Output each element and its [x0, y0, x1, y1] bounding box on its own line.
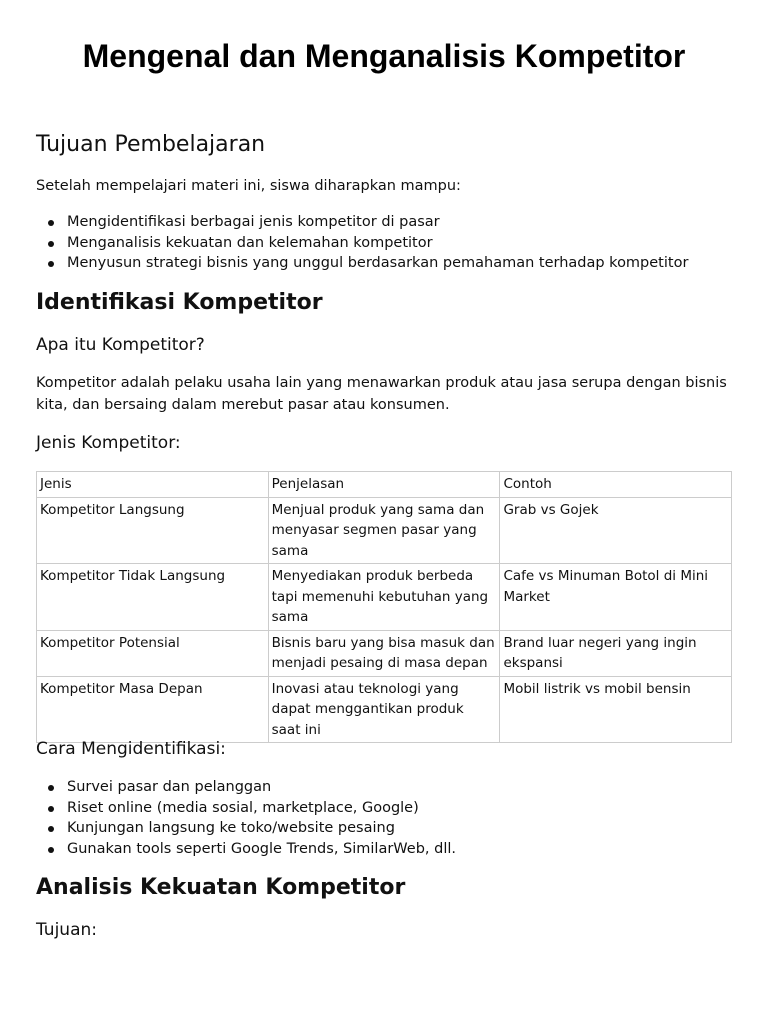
cara-list	[36, 777, 456, 859]
section-heading-tujuan: Tujuan Pembelajaran	[36, 132, 266, 157]
list-item: Mengidentifikasi berbagai jenis kompetitor di pasar	[36, 212, 688, 233]
list-item: Survei pasar dan pelanggan	[36, 777, 456, 798]
table-row	[37, 676, 732, 743]
table-cell: Brand luar negeri yang ingin ekspansi	[500, 630, 732, 676]
table-row	[37, 630, 732, 676]
list-item: Menganalisis kekuatan dan kelemahan kompetitor	[36, 233, 688, 254]
section-heading-analisis: Analisis Kekuatan Kompetitor	[36, 875, 406, 900]
subheading-jenis: Jenis Kompetitor:	[36, 433, 181, 453]
section-heading-identifikasi: Identifikasi Kompetitor	[36, 290, 323, 315]
table-cell: Kompetitor Masa Depan	[37, 676, 269, 743]
tujuan-intro: Setelah mempelajari materi ini, siswa diharapkan mampu:	[36, 178, 461, 194]
table-cell: Cafe vs Minuman Botol di Mini Market	[500, 564, 732, 631]
list-item: Riset online (media sosial, marketplace, Google)	[36, 798, 456, 819]
table-cell: Menyediakan produk berbeda tapi memenuhi kebutuhan yang sama	[268, 564, 500, 631]
table-cell: Inovasi atau teknologi yang dapat menggantikan produk saat ini	[268, 676, 500, 743]
subheading-tujuan-analisis: Tujuan:	[36, 920, 97, 940]
table-row	[37, 564, 732, 631]
table-cell: Bisnis baru yang bisa masuk dan menjadi pesaing di masa depan	[268, 630, 500, 676]
subheading-apa-itu: Apa itu Kompetitor?	[36, 335, 205, 355]
table-row	[37, 497, 732, 564]
subheading-cara: Cara Mengidentifikasi:	[36, 739, 226, 759]
table-cell: Kompetitor Tidak Langsung	[37, 564, 269, 631]
list-item: Kunjungan langsung ke toko/website pesaing	[36, 818, 456, 839]
jenis-kompetitor-table	[36, 471, 732, 743]
table-cell: Mobil listrik vs mobil bensin	[500, 676, 732, 743]
list-item: Gunakan tools seperti Google Trends, SimilarWeb, dll.	[36, 839, 456, 860]
table-header-cell: Contoh	[500, 472, 732, 498]
table-cell: Kompetitor Langsung	[37, 497, 269, 564]
list-item: Menyusun strategi bisnis yang unggul berdasarkan pemahaman terhadap kompetitor	[36, 253, 688, 274]
page-title: Mengenal dan Menganalisis Kompetitor	[82, 38, 686, 74]
table-header-cell: Jenis	[37, 472, 269, 498]
apa-itu-text: Kompetitor adalah pelaku usaha lain yang menawarkan produk atau jasa serupa dengan bisnis kita, dan bersaing dalam merebut pasar atau konsumen.	[36, 375, 727, 413]
table-header-row	[37, 472, 732, 498]
table-cell: Kompetitor Potensial	[37, 630, 269, 676]
table-cell: Menjual produk yang sama dan menyasar segmen pasar yang sama	[268, 497, 500, 564]
table-header-cell: Penjelasan	[268, 472, 500, 498]
table-cell: Grab vs Gojek	[500, 497, 732, 564]
tujuan-list	[36, 212, 688, 274]
